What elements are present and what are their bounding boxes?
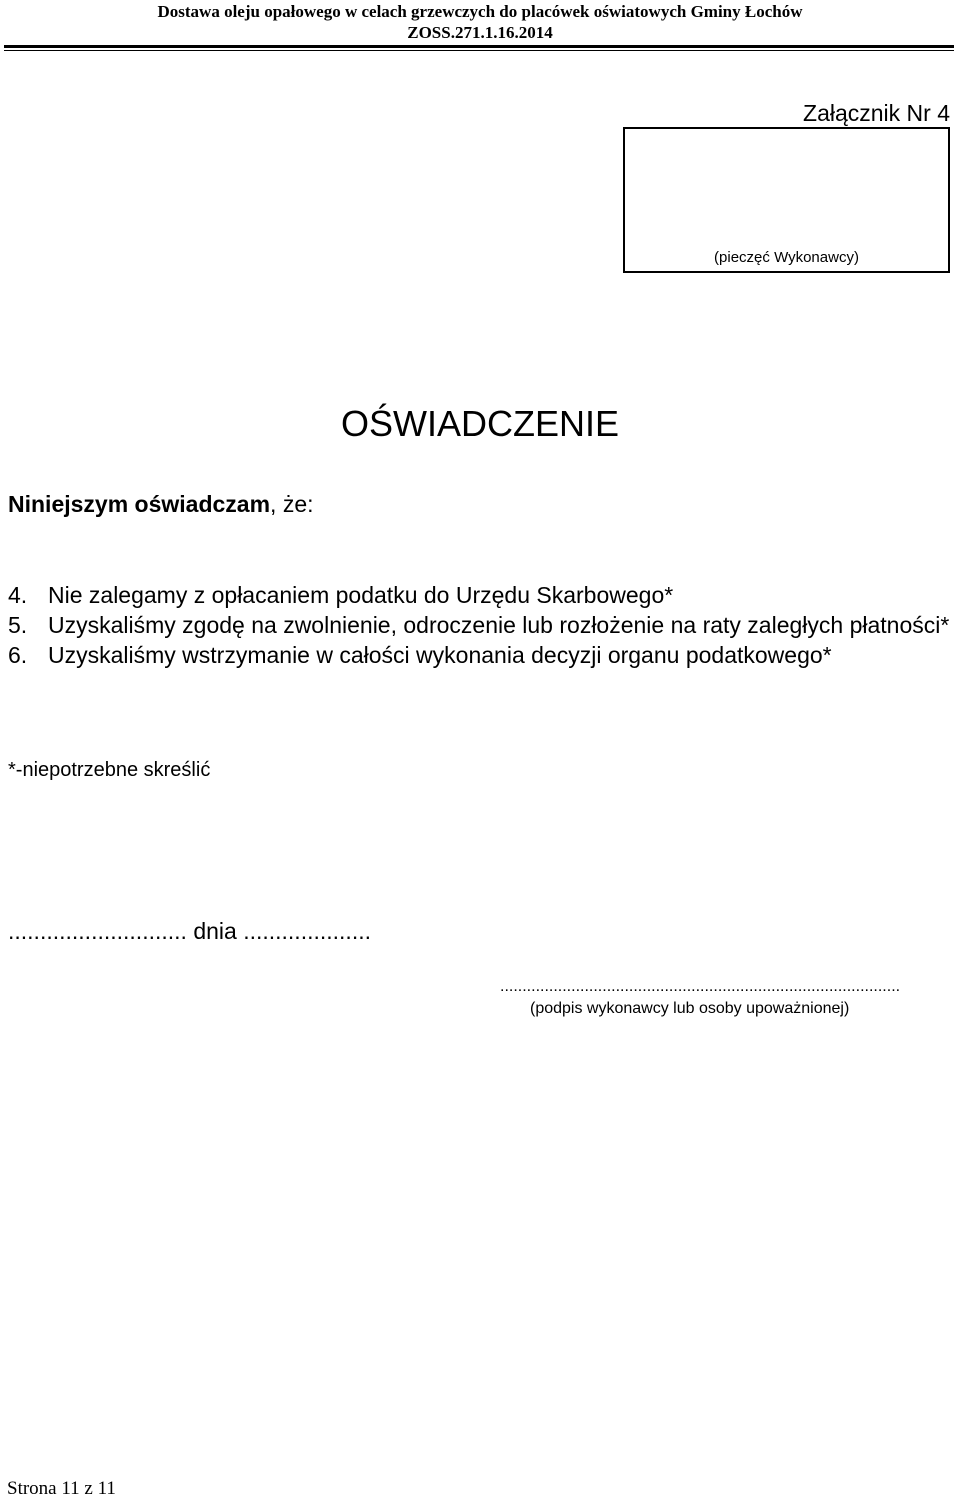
list-item-number: 5.: [8, 612, 28, 638]
list-item-text: Uzyskaliśmy zgodę na zwolnienie, odroczenie lub rozłożenie na raty zaległych płatności*: [48, 612, 950, 638]
declaration-intro: [8, 490, 314, 518]
footnote: *-niepotrzebne skreślić: [8, 759, 211, 781]
stamp-caption: (pieczęć Wykonawcy): [714, 249, 859, 266]
attachment-label: Załącznik Nr 4: [803, 100, 950, 126]
header-title: Dostawa oleju opałowego w celach grzewczych do placówek oświatowych Gminy Łochów: [157, 2, 803, 21]
intro-bold-text: Niniejszym oświadczam: [8, 491, 271, 517]
list-item-text: Nie zalegamy z opłacaniem podatku do Urzędu Skarbowego*: [48, 582, 674, 608]
declaration-list: [8, 580, 953, 670]
page-number: Strona 11 z 11: [7, 1478, 116, 1499]
list-item: [8, 580, 953, 610]
list-item: [8, 640, 953, 670]
header-reference-number: ZOSS.271.1.16.2014: [407, 23, 553, 42]
header-divider: [4, 45, 954, 51]
list-item: [8, 610, 953, 640]
contractor-stamp-box: [623, 127, 950, 273]
signature-line: ..........................................................................................: [500, 978, 901, 995]
signature-caption: (podpis wykonawcy lub osoby upoważnionej): [530, 1000, 850, 1017]
list-item-text: Uzyskaliśmy wstrzymanie w całości wykonania decyzji organu podatkowego*: [48, 642, 832, 668]
intro-rest-text: , że:: [270, 491, 314, 517]
document-title: OŚWIADCZENIE: [340, 403, 619, 444]
list-item-number: 6.: [8, 642, 28, 668]
place-date-line: ............................ dnia ....................: [8, 918, 371, 944]
list-item-number: 4.: [8, 582, 28, 608]
